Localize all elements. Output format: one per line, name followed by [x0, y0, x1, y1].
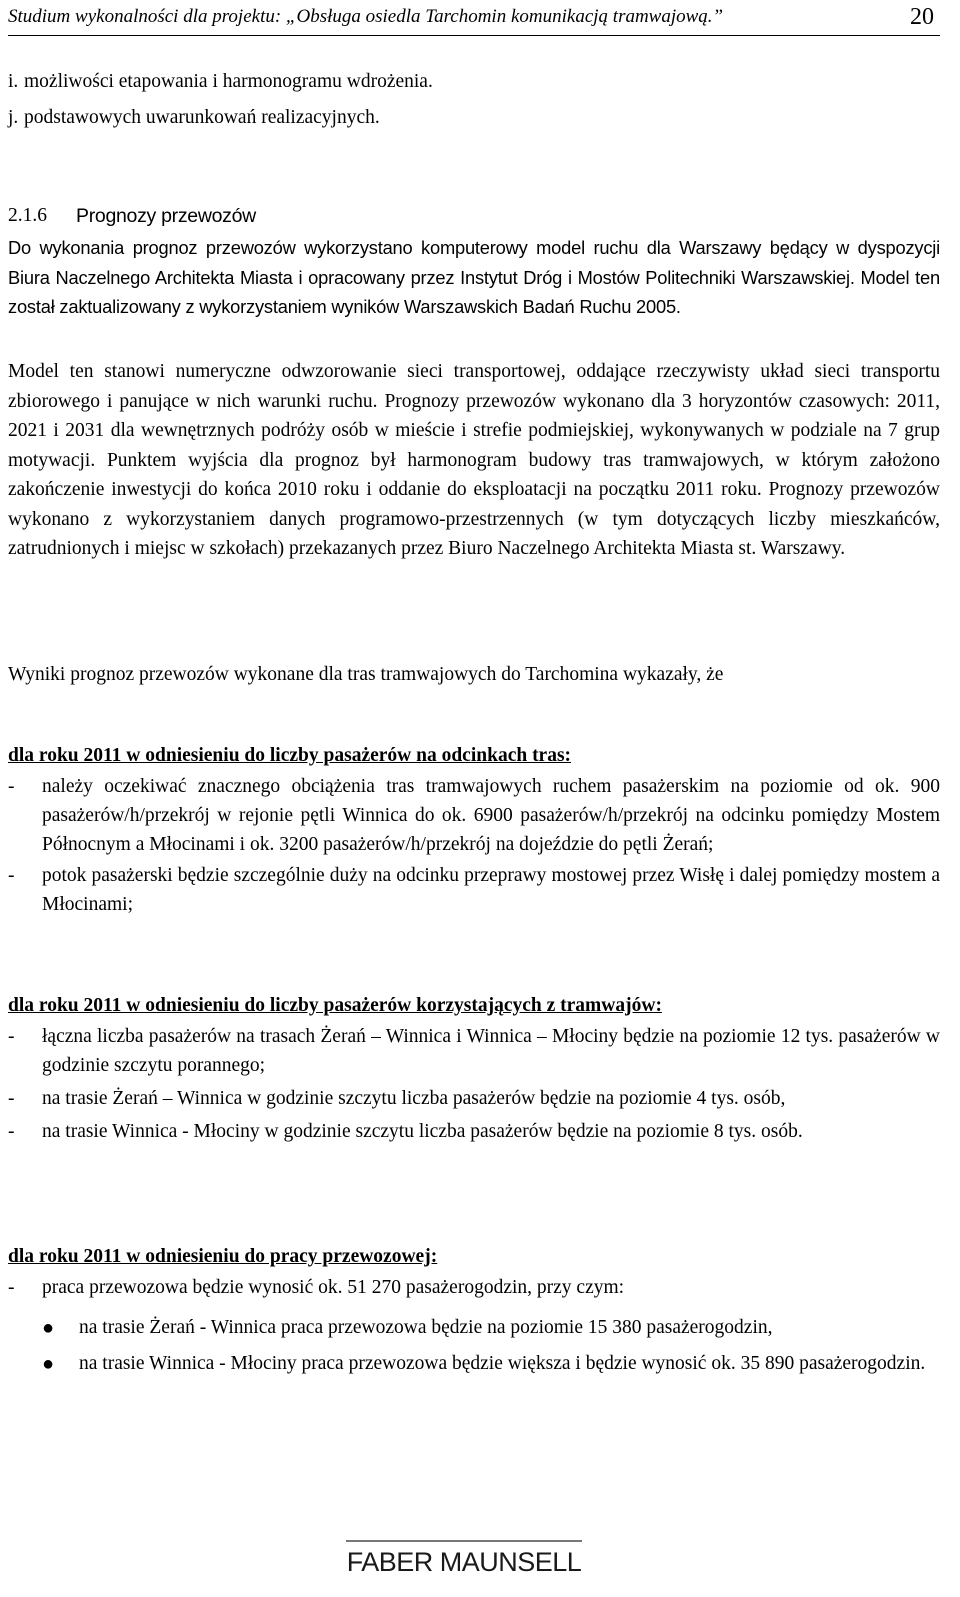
list-item	[8, 1117, 940, 1146]
list-marker: i.	[8, 71, 19, 92]
paragraph-model-details: Model ten stanowi numeryczne odwzorowanie sieci transportowej, oddające rzeczywisty układ sieci transportu zbiorowego i panujące w nich warunki ruchu. Prognozy przewozów wykonano dla 3 horyzontów czasowych: 2011, 2021 i 2031 dla wewnętrznych podróży osób w mieście i strefie podmiejskiej, wykonywanych w podziale na 7 grup motywacji. Punktem wyjścia dla prognoz był harmonogram budowy tras tramwajowych, w którym założono zakończenie inwestycji do końca 2010 roku i oddanie do eksploatacji na początku 2011 roku. Prognozy przewozów wykonano z wykorzystaniem danych programowo-przestrzennych (w tym dotyczących liczby mieszkańców, zatrudnionych i miejsc w szkołach) przekazanych przez Biuro Naczelnego Architekta Miasta st. Warszawy.	[8, 361, 940, 559]
list-item	[8, 1022, 940, 1080]
list-item	[8, 772, 940, 859]
dash-marker: -	[8, 1277, 15, 1298]
block-heading: dla roku 2011 w odniesieniu do liczby pasażerów korzystających z tramwajów:	[8, 995, 662, 1016]
list-item	[8, 861, 940, 919]
list-item-text: możliwości etapowania i harmonogramu wdrożenia.	[24, 71, 433, 92]
bullet-marker: ●	[42, 1317, 55, 1339]
block-heading: dla roku 2011 w odniesieniu do liczby pasażerów na odcinkach tras:	[8, 745, 572, 766]
dash-marker: -	[8, 865, 15, 886]
list-item-text: na trasie Żerań – Winnica w godzinie szczytu liczba pasażerów będzie na poziomie 4 tys. osób,	[42, 1088, 786, 1109]
list-item-text: potok pasażerski będzie szczególnie duży na odcinku przeprawy mostowej przez Wisłę i dalej pomiędzy mostem a Młocinami;	[42, 865, 940, 915]
block-heading: dla roku 2011 w odniesieniu do pracy przewozowej:	[8, 1246, 438, 1267]
list-item-text: na trasie Winnica - Młociny praca przewozowa będzie większa i będzie wynosić ok. 35 890 pasażerogodzin.	[79, 1353, 926, 1374]
dash-marker: -	[8, 1026, 15, 1047]
bullet-list	[8, 1314, 940, 1378]
header-title: Studium wykonalności dla projektu: „Obsługa osiedla Tarchomin komunikacją tramwajową.”	[8, 6, 724, 27]
section-number: 2.1.6	[8, 205, 47, 226]
paragraph-results-intro: Wyniki prognoz przewozów wykonane dla tras tramwajowych do Tarchomina wykazały, że	[8, 664, 724, 685]
list-item	[8, 1273, 940, 1302]
list-item	[8, 64, 940, 100]
list-item-text: na trasie Winnica - Młociny w godzinie szczytu liczba pasażerów będzie na poziomie 8 tys. osób.	[42, 1121, 803, 1142]
list-item	[8, 1314, 940, 1342]
dash-list	[8, 772, 940, 919]
page-number: 20	[910, 4, 934, 30]
document-page	[8, 0, 940, 1597]
list-item-text: łączna liczba pasażerów na trasach Żerań – Winnica i Winnica – Młociny będzie na poziomie 12 tys. pasażerów w godzinie szczytu porannego;	[42, 1026, 940, 1076]
dash-marker: -	[8, 1088, 15, 1109]
results-block-passengers	[8, 992, 940, 1146]
list-item-text: podstawowych uwarunkowań realizacyjnych.	[24, 107, 380, 128]
section-heading	[8, 203, 940, 229]
page-header	[8, 5, 940, 36]
results-block-transport-work	[8, 1243, 940, 1386]
list-marker: j.	[8, 107, 19, 128]
paragraph-model-description: Do wykonania prognoz przewozów wykorzystano komputerowy model ruchu dla Warszawy będący w dyspozycji Biura Naczelnego Architekta Miasta i opracowany przez Instytut Dróg i Mostów Politechniki Warszawskiej. Model ten został zaktualizowany z wykorzystaniem wyników Warszawskich Badań Ruchu 2005.	[8, 237, 940, 317]
logo-text: FABER MAUNSELL	[346, 1547, 582, 1577]
bullet-marker: ●	[42, 1353, 55, 1375]
list-item-text: praca przewozowa będzie wynosić ok. 51 270 pasażerogodzin, przy czym:	[42, 1277, 625, 1298]
list-item	[8, 100, 940, 136]
logo-bar	[346, 1540, 582, 1542]
company-logo	[344, 1540, 584, 1578]
results-block-segments	[8, 742, 940, 919]
dash-marker: -	[8, 776, 15, 797]
dash-list	[8, 1022, 940, 1146]
list-item	[8, 1084, 940, 1113]
dash-marker: -	[8, 1121, 15, 1142]
list-item-text: na trasie Żerań - Winnica praca przewozowa będzie na poziomie 15 380 pasażerogodzin,	[79, 1317, 773, 1338]
list-item	[8, 1350, 940, 1378]
requirements-list	[8, 64, 940, 136]
list-item-text: należy oczekiwać znacznego obciążenia tras tramwajowych ruchem pasażerskim na poziomie od ok. 900 pasażerów/h/przekrój w rejonie pętli Winnica do ok. 6900 pasażerów/h/przekrój na odcinku pomiędzy Mostem Północnym a Młocinami i ok. 3200 pasażerów/h/przekrój na dojeździe do pętli Żerań;	[42, 776, 940, 855]
dash-list	[8, 1273, 940, 1302]
section-title: Prognozy przewozów	[76, 205, 256, 227]
